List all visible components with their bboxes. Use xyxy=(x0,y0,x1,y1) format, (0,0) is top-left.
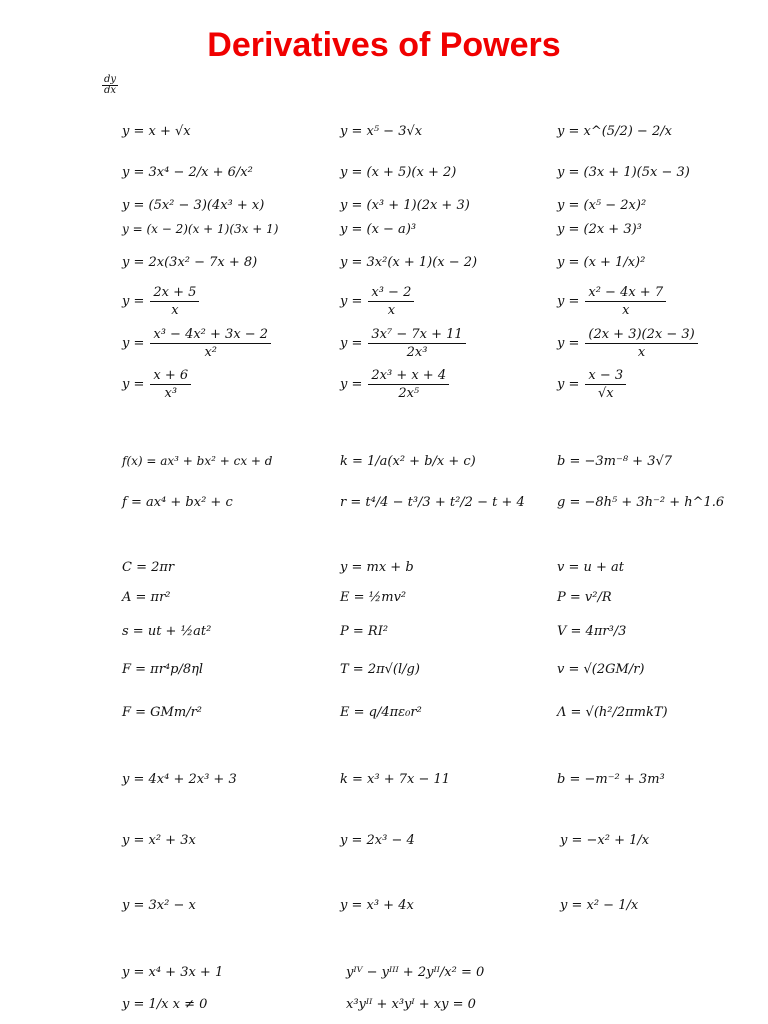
equation: F = GMm/r² xyxy=(122,705,203,720)
equation: A = πr² xyxy=(122,590,171,605)
equation: y = (x³ + 1)(2x + 3) xyxy=(340,198,470,213)
equation: y = 3x² − x xyxy=(122,898,196,913)
equation: r = t⁴/4 − t³/3 + t²/2 − t + 4 xyxy=(340,495,525,510)
equation: y = x + √x xyxy=(122,124,191,139)
equation-lhs: y = xyxy=(122,336,145,351)
equation: y = x² + 3x xyxy=(122,833,196,848)
equation: y = 2x(3x² − 7x + 8) xyxy=(122,255,258,270)
equation: f = ax⁴ + bx² + c xyxy=(122,495,233,510)
equation: y = 4x⁴ + 2x³ + 3 xyxy=(122,772,237,787)
fraction-denominator: 2x⁵ xyxy=(398,386,420,401)
fraction-numerator: 2x + 5 xyxy=(150,286,199,302)
equation: yᴵⱽ − yᴵᴵᴵ + 2yᴵᴵ/x² = 0 xyxy=(346,965,485,980)
equation: b = −3m⁻⁸ + 3√7 xyxy=(557,454,673,469)
equation: s = ut + ½at² xyxy=(122,624,212,639)
equation: y = (x − a)³ xyxy=(340,222,417,237)
equation: y = (x − 2)(x + 1)(3x + 1) xyxy=(122,222,279,236)
fraction-numerator: (2x + 3)(2x − 3) xyxy=(585,328,697,344)
equation: y = (x + 1/x)² xyxy=(557,255,646,270)
equation: P = RI² xyxy=(340,624,389,639)
fraction-numerator: x − 3 xyxy=(585,369,626,385)
equation: y = (2x + 3)³ xyxy=(557,222,642,237)
fraction-equation xyxy=(557,286,668,317)
fraction-denominator: 2x³ xyxy=(406,345,428,360)
fraction xyxy=(585,328,697,359)
equation: y = 3x⁴ − 2/x + 6/x² xyxy=(122,165,253,180)
equation: y = x⁴ + 3x + 1 xyxy=(122,965,224,980)
equation: y = x^(5/2) − 2/x xyxy=(557,124,672,139)
equation-lhs: y = xyxy=(340,336,363,351)
fraction-denominator: x³ xyxy=(164,386,178,401)
equation-lhs: y = xyxy=(340,377,363,392)
fraction xyxy=(585,286,666,317)
fraction-equation xyxy=(340,369,451,400)
equation: P = v²/R xyxy=(557,590,612,605)
equation: y = x³ + 4x xyxy=(340,898,414,913)
equation: g = −8h⁵ + 3h⁻² + h^1.6 xyxy=(557,495,725,510)
fraction-denominator: dx xyxy=(104,85,117,96)
equation: y = 1/x x ≠ 0 xyxy=(122,997,208,1012)
fraction-numerator: x + 6 xyxy=(150,369,191,385)
equation: Λ = √(h²/2πmkT) xyxy=(557,705,668,720)
fraction-denominator: x xyxy=(637,345,646,360)
fraction-denominator: x xyxy=(171,303,179,318)
equation: y = 2x³ − 4 xyxy=(340,833,415,848)
equation: k = x³ + 7x − 11 xyxy=(340,772,451,787)
fraction xyxy=(368,369,449,400)
fraction xyxy=(368,286,414,317)
fraction-numerator: 2x³ + x + 4 xyxy=(368,369,449,385)
equation: y = x² − 1/x xyxy=(560,898,639,913)
equation: E = q/4πε₀r² xyxy=(340,705,422,720)
equation: E = ½mv² xyxy=(340,590,407,605)
fraction-equation xyxy=(122,369,193,400)
equation-lhs: y = xyxy=(340,294,363,309)
derivative-notation xyxy=(100,75,120,96)
page-title: Derivatives of Powers xyxy=(207,26,561,64)
equation-lhs: y = xyxy=(122,377,145,392)
equation: V = 4πr³/3 xyxy=(557,624,627,639)
equation: y = −x² + 1/x xyxy=(560,833,650,848)
dydx-fraction xyxy=(102,75,118,96)
equation: v = √(2GM/r) xyxy=(557,662,645,677)
fraction xyxy=(368,328,465,359)
equation: T = 2π√(l/g) xyxy=(340,662,420,677)
equation-lhs: y = xyxy=(557,377,580,392)
fraction xyxy=(585,369,626,400)
equation-lhs: y = xyxy=(557,294,580,309)
equation: C = 2πr xyxy=(122,560,175,575)
equation: y = (x⁵ − 2x)² xyxy=(557,198,647,213)
equation: v = u + at xyxy=(557,560,625,575)
equation: y = mx + b xyxy=(340,560,414,575)
equation: f(x) = ax³ + bx² + cx + d xyxy=(122,454,273,468)
fraction-numerator: dy xyxy=(104,74,117,85)
fraction xyxy=(150,369,191,400)
fraction-numerator: x² − 4x + 7 xyxy=(585,286,666,302)
fraction-equation xyxy=(340,286,416,317)
equation: y = (5x² − 3)(4x³ + x) xyxy=(122,198,265,213)
fraction xyxy=(150,286,199,317)
equation: y = 3x²(x + 1)(x − 2) xyxy=(340,255,478,270)
equation: x³yᴵᴵ + x³yᴵ + xy = 0 xyxy=(346,997,476,1012)
fraction-denominator: √x xyxy=(597,386,614,401)
fraction-numerator: 3x⁷ − 7x + 11 xyxy=(368,328,465,344)
equation-lhs: y = xyxy=(122,294,145,309)
equation: y = x⁵ − 3√x xyxy=(340,124,423,139)
fraction-equation xyxy=(122,286,201,317)
fraction-equation xyxy=(557,369,628,400)
fraction-equation xyxy=(340,328,468,359)
equation: b = −m⁻² + 3m³ xyxy=(557,772,665,787)
equation: F = πr⁴p/8ηl xyxy=(122,662,204,677)
fraction xyxy=(150,328,271,359)
fraction-equation xyxy=(122,328,273,359)
equation-lhs: y = xyxy=(557,336,580,351)
fraction-numerator: x³ − 2 xyxy=(368,286,414,302)
fraction-denominator: x xyxy=(622,303,630,318)
equation: k = 1/a(x² + b/x + c) xyxy=(340,454,476,469)
fraction-numerator: x³ − 4x² + 3x − 2 xyxy=(150,328,271,344)
equation: y = (x + 5)(x + 2) xyxy=(340,165,457,180)
equation: y = (3x + 1)(5x − 3) xyxy=(557,165,690,180)
fraction-equation xyxy=(557,328,700,359)
fraction-denominator: x xyxy=(387,303,396,318)
fraction-denominator: x² xyxy=(204,345,217,360)
